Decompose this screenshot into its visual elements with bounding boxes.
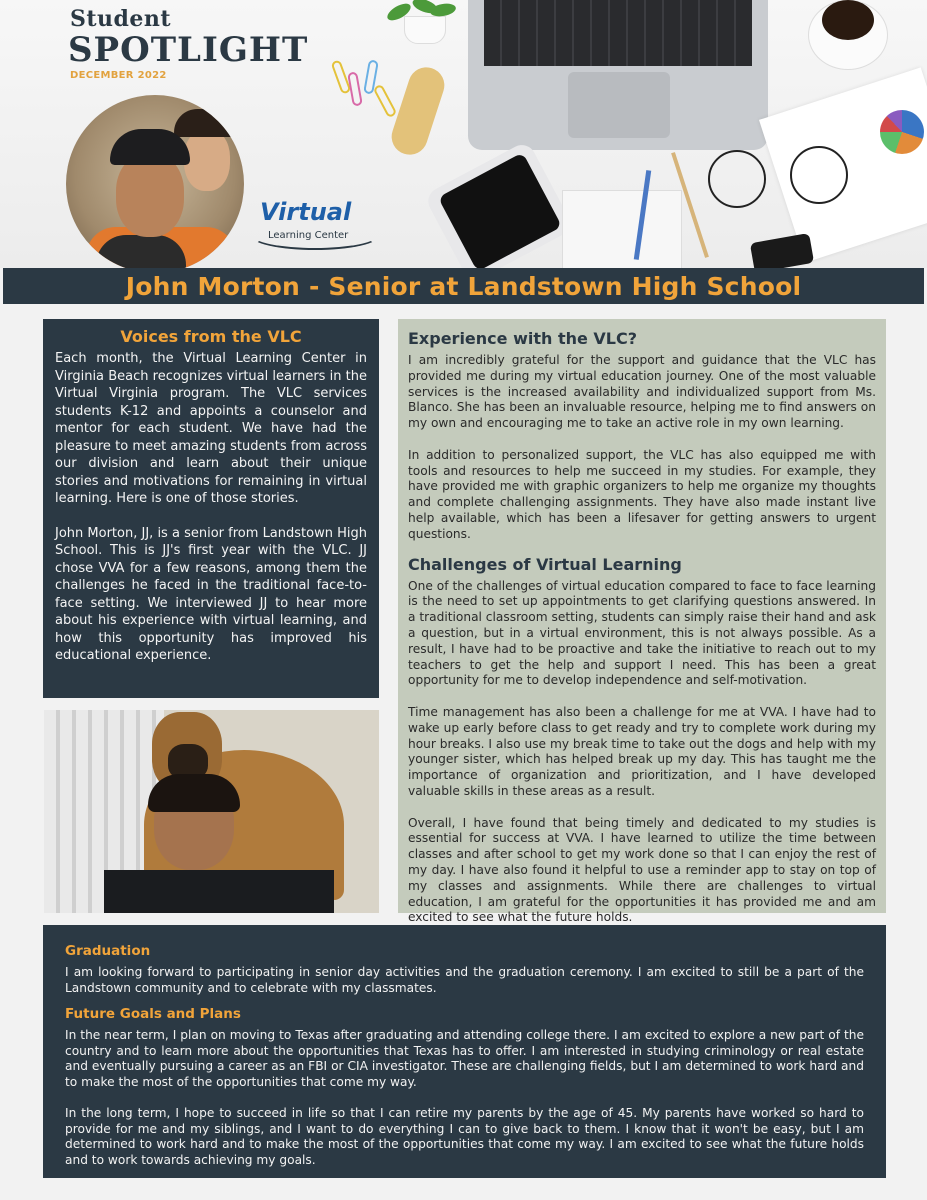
logo-subtitle: Learning Center: [268, 230, 349, 241]
glasses-illustration: [708, 150, 766, 208]
paperclip-icon: [347, 71, 363, 106]
graduation-paragraph: I am looking forward to participating in senior day activities and the graduation ceremony. I am excited to still be a part of the Landstown community and to celebrate with my classmates.: [65, 965, 864, 995]
portrait-cap: [174, 109, 236, 137]
issue-date: DECEMBER 2022: [70, 70, 167, 81]
student-laptop: [104, 870, 334, 913]
device-illustration: [750, 233, 814, 268]
challenges-paragraph: Overall, I have found that being timely and dedicated to my studies is essential for success at VVA. I have learned to utilize the time between classes and after school to get my work done so that I can enjoy the rest of my day. I have also found it helpful to use a reminder app to stay on top of my classes and assignments. While there are challenges to virtual education, I am grateful for the opportunities it has provided me and am excited to see what the future holds.: [408, 815, 876, 925]
future-goals-paragraph: In the near term, I plan on moving to Texas after graduating and attending college there. I am excited to explore a new part of the country and to learn more about the opportunities that Texas has to offer. I am interested in studying criminology or real estate and eventually pursuing a career as an FBI or CIA investigator. These are challenging fields, but I am determined to work hard and to make the most of the opportunities that come my way.: [65, 1028, 864, 1089]
future-goals-paragraph: In the long term, I hope to succeed in life so that I can retire my parents by the age of 45. My parents have worked so hard to provide for me and my siblings, and I want to do everything I can to give back to them. I know that it won't be easy, but I am determined to work hard and to make the most of the opportunities that come my way. I am excited to see what the future holds and to work towards achieving my goals.: [65, 1106, 864, 1167]
graduation-heading: Graduation: [65, 943, 151, 959]
logo-wordmark: Virtual: [260, 198, 352, 226]
glasses-illustration: [790, 146, 848, 204]
pie-chart-illustration: [880, 110, 924, 154]
student-with-dog-photo: [44, 710, 379, 913]
voices-paragraph: John Morton, JJ, is a senior from Landstown High School. This is JJ's first year with the VLC. JJ chose VVA for a few reasons, among them the challenges he faced in the traditional face-to-face setting. We interviewed JJ to hear more about his experience with virtual learning, and how this opportunity has improved his educational experience.: [55, 525, 367, 663]
portrait-face: [184, 129, 230, 191]
portrait-face: [116, 153, 184, 237]
title-spotlight: SPOTLIGHT: [68, 30, 309, 70]
challenges-paragraph: One of the challenges of virtual education compared to face to face learning is the need to set up appointments to get clarifying questions answered. In a traditional classroom setting, students can simply raise their hand and ask a question, but in a virtual environment, this is not always possible. As a result, I have had to be proactive and take the initiative to reach out to my teachers to get the help and support I need. This has been a great opportunity for me to develop independence and self-motivation.: [408, 578, 876, 688]
name-banner: [3, 268, 924, 304]
student-name-heading: John Morton - Senior at Landstown High School: [125, 271, 802, 301]
portrait-shirt: [96, 235, 186, 268]
challenges-heading: Challenges of Virtual Learning: [408, 554, 682, 574]
voices-section: [43, 319, 379, 698]
experience-section: [398, 319, 886, 925]
coffee-illustration: [822, 0, 874, 40]
future-goals-heading: Future Goals and Plans: [65, 1006, 241, 1023]
challenges-paragraph: Time management has also been a challenge for me at VVA. I have had to wake up early before class to get ready and try to complete work during my hour breaks. I also use my break time to take out the dogs and help with my younger sister, which has helped break up my day. This has taught me the importance of organization and prioritization, and I have developed valuable skills in these areas as a result.: [408, 704, 876, 798]
experience-paragraph: I am incredibly grateful for the support and guidance that the VLC has provided me during my virtual education journey. One of the most valuable services is the increased availability and individualized support from Ms. Blanco. She has been an invaluable resource, helping me to find answers on my own and encouraging me to take an active role in my own learning.: [408, 353, 876, 431]
notebook-illustration: [562, 190, 682, 268]
paperclip-icon: [373, 84, 398, 119]
vlc-logo: [250, 198, 380, 260]
title-student: Student: [70, 6, 172, 32]
experience-paragraph: In addition to personalized support, the VLC has also equipped me with tools and resources to help me succeed in my studies. For example, they have provided me with graphic organizers to help me organize my thoughts and complete challenging assignments. They have also made instant live help available, which has been a lifesaver for getting answers to urgent questions.: [408, 447, 876, 541]
goals-section: [43, 925, 886, 1178]
experience-heading: Experience with the VLC?: [408, 329, 638, 348]
stapler-illustration: [387, 63, 449, 160]
trackpad-illustration: [568, 72, 670, 138]
student-hair: [148, 774, 240, 812]
voices-heading: Voices from the VLC: [120, 327, 302, 346]
voices-paragraph: Each month, the Virtual Learning Center in Virginia Beach recognizes virtual learners in the Virtual Virginia program. The VLC services students K-12 and appoints a counselor and mentor for each student. We have had the pleasure to meet amazing students from across our division and learn about their unique stories and motivations for remaining in virtual learning. Here is one of those stories.: [55, 351, 367, 506]
plant-pot-illustration: [404, 16, 446, 44]
header-banner-image: [0, 0, 927, 268]
keyboard-illustration: [484, 0, 752, 66]
student-portrait-photo: [66, 95, 244, 268]
